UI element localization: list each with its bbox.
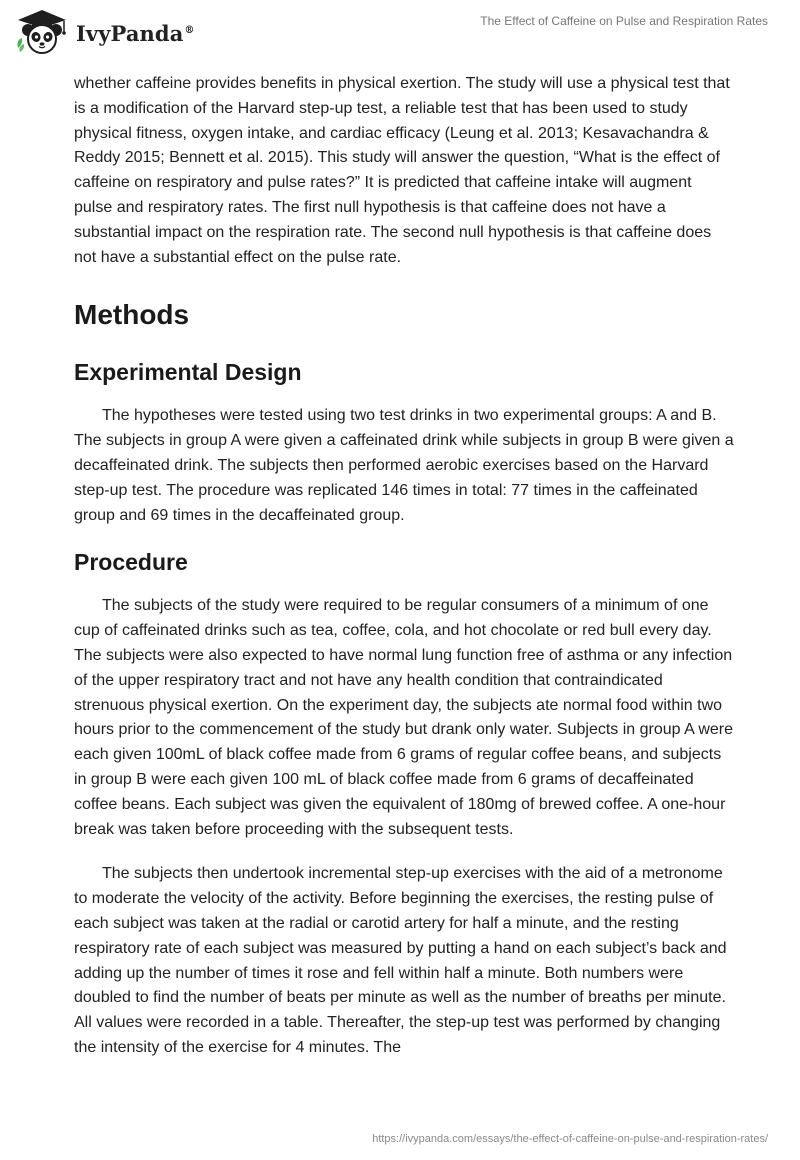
methods-heading: Methods (74, 299, 190, 331)
essay-content (74, 72, 734, 1081)
page-header (0, 0, 800, 66)
procedure-paragraph-1: The subjects of the study were required to be regular consumers of a minimum of one cup of caffeinated drinks such as tea, coffee, cola, and hot chocolate or red bull every day. The subjects were also expected to have normal lung function free of asthma or any infection of the upper respiratory tract and not have any health condition that contraindicated strenuous physical exertion. On the experiment day, the subjects ate normal food within two hours prior to the commencement of the study but drank only water. Subjects in group A were each given 100mL of black coffee made from 6 grams of regular coffee beans, and subjects in group B were each given 100 mL of black coffee made from 6 grams of decaffeinated coffee beans. Each subject was given the equivalent of 180mg of brewed coffee. A one-hour break was taken before proceeding with the subsequent tests. (74, 597, 734, 838)
brand-logo[interactable] (14, 8, 195, 54)
panda-graduate-icon (14, 8, 70, 54)
brand-name: IvyPanda® (76, 20, 195, 46)
source-url[interactable]: https://ivypanda.com/essays/the-effect-of-caffeine-on-pulse-and-respiration-rates/ (372, 1133, 768, 1145)
experimental-design-heading: Experimental Design (74, 359, 302, 386)
intro-paragraph: whether caffeine provides benefits in physical exertion. The study will use a physical test that is a modification of the Harvard step-up test, a reliable test that has been used to study physical fitness, oxygen intake, and cardiac efficacy (Leung et al. 2013; Kesavachandra & Reddy 2015; Bennett et al. 2015). This study will answer the question, “What is the effect of caffeine on respiratory and pulse rates?” It is predicted that caffeine intake will augment pulse and respiratory rates. The first null hypothesis is that caffeine does not have a substantial impact on the respiration rate. The second null hypothesis is that caffeine does not have a substantial effect on the pulse rate. (74, 75, 730, 266)
registered-mark: ® (184, 24, 195, 36)
procedure-paragraph-2: The subjects then undertook incremental step-up exercises with the aid of a metronome to moderate the velocity of the activity. Before beginning the exercises, the resting pulse of each subject was taken at the radial or carotid artery for half a minute, and the resting respiratory rate of each subject was measured by putting a hand on each subject’s back and adding up the number of times it rose and fell within half a minute. Both numbers were doubled to find the number of beats per minute as well as the number of breaths per minute. All values were recorded in a table. Thereafter, the step-up test was performed by changing the intensity of the exercise for 4 minutes. The (74, 865, 727, 1056)
document-title: The Effect of Caffeine on Pulse and Respiration Rates (480, 14, 768, 28)
procedure-heading: Procedure (74, 549, 188, 576)
experimental-design-paragraph: The hypotheses were tested using two test drinks in two experimental groups: A and B. The subjects in group A were given a caffeinated drink while subjects in group B were given a decaffeinated drink. The subjects then performed aerobic exercises based on the Harvard step-up test. The procedure was replicated 146 times in total: 77 times in the caffeinated group and 69 times in the decaffeinated group. (74, 407, 734, 524)
